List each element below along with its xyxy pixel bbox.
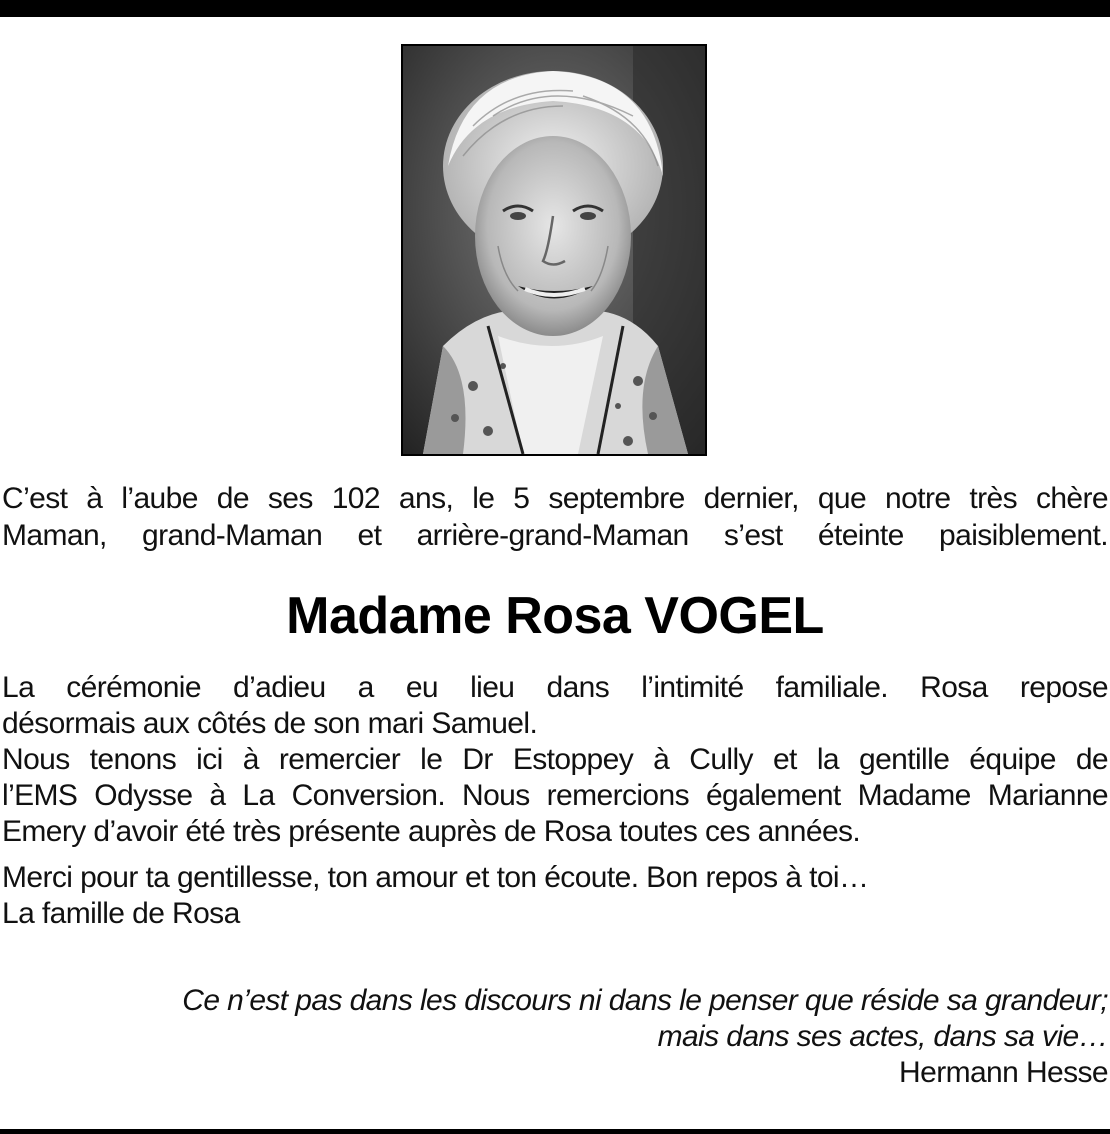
quote-line: Ce n’est pas dans les discours ni dans le penser que réside sa grandeur;: [182, 984, 1108, 1017]
bottom-rule: [0, 1129, 1110, 1134]
deceased-name: Madame Rosa VOGEL: [286, 587, 824, 645]
body-line: Emery d’avoir été très présente auprès de Rosa toutes ces années.: [2, 815, 861, 848]
portrait-photo: [401, 44, 707, 456]
body-line: Nous tenons ici à remercier le Dr Estoppey à Cully et la gentille équipe de: [2, 743, 1108, 776]
intro-paragraph: [2, 480, 1108, 554]
notice-body: [2, 670, 1108, 932]
intro-line: Maman, grand-Maman et arrière-grand-Maman s’est éteinte paisiblement.: [2, 519, 1108, 552]
quote-block: [2, 983, 1108, 1091]
quote-line: mais dans ses actes, dans sa vie…: [657, 1020, 1108, 1053]
quote-author: Hermann Hesse: [899, 1056, 1108, 1089]
family-signature: La famille de Rosa: [2, 897, 240, 930]
body-line: désormais aux côtés de son mari Samuel.: [2, 707, 538, 740]
body-line: l’EMS Odysse à La Conversion. Nous remercions également Madame Marianne: [2, 779, 1108, 812]
closing-line: Merci pour ta gentillesse, ton amour et ton écoute. Bon repos à toi…: [2, 861, 869, 894]
body-line: La cérémonie d’adieu a eu lieu dans l’intimité familiale. Rosa repose: [2, 671, 1108, 704]
top-rule: [0, 0, 1110, 17]
intro-line: C’est à l’aube de ses 102 ans, le 5 septembre dernier, que notre très chère: [2, 482, 1108, 515]
